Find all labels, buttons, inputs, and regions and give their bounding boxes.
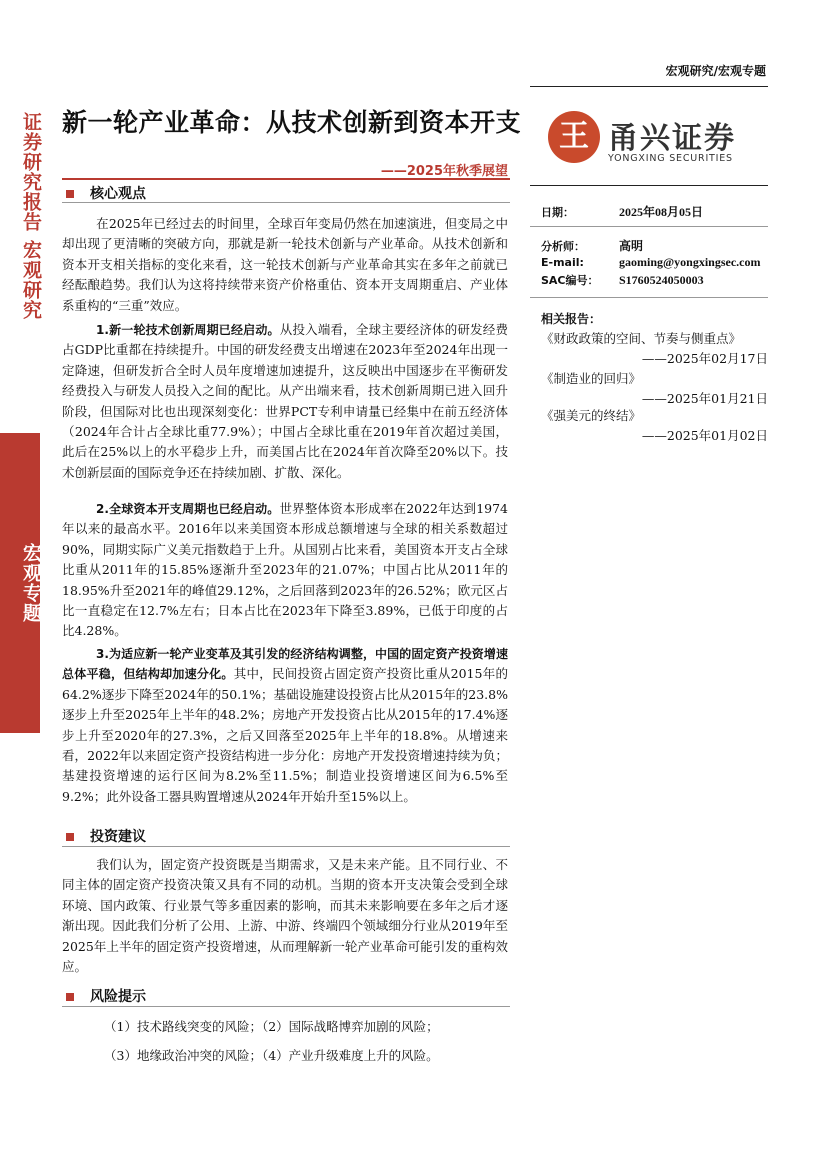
related-report-date: ——2025年01月02日 [641, 428, 768, 443]
report-category: 宏观研究/宏观专题 [665, 64, 766, 78]
logo-divider [530, 185, 768, 186]
core-point-3-text: 其中，民间投资占固定资产投资比重从2015年的64.2%逐步下降至2024年的50.1%；基础设施建设投资占比从2015年的23.8%逐步上升至2025年上半年的48.2%；房地产开发投资占比从2015年的17.4%逐步上升至2020年的27.3%，之后又回落至2025年上半年的18.8%。从增速来看，2022年以来固定资产投资结构进一步分化：房地产开发投资增速持续为负；基建投资增速的运行区间为8.2%至11.5%；制造业投资增速区间为6.5%至9.2%；此外设备工器具购置增速从2024年开始升至15%以上。 [62, 666, 508, 804]
core-point-3-lead: 3.为适应新一轮产业变革及其引发的经济结构调整，中国的固定资产投资增速总体平稳，但结构却加速分化。 [62, 647, 508, 682]
related-report-title[interactable]: 《强美元的终结》 [541, 408, 642, 423]
section-divider [62, 202, 510, 203]
core-intro-text: 在2025年已经过去的时间里，全球百年变局仍然在加速演进，但变局之中却出现了更清晰的突破方向，那就是新一轮技术创新与产业革命。从技术创新和资本开支相关指标的变化来看，这一轮技术创新与产业革命其实在多年之前就已经酝酿趋势。我们认为这将持续带来资产价格重估、资本开支周期重启、产业体系重构的“三重”效应。 [62, 216, 508, 313]
page-title: 新一轮产业革命：从技术创新到资本开支 [62, 108, 522, 137]
email-value[interactable]: gaoming@yongxingsec.com [619, 255, 761, 269]
header-divider [530, 86, 768, 87]
email-row [541, 255, 761, 270]
core-point-2-lead: 2.全球资本开支周期也已经启动。 [96, 502, 280, 516]
related-report-title[interactable]: 《财政政策的空间、节奏与侧重点》 [541, 331, 742, 346]
analyst-value: 高明 [619, 239, 644, 253]
invest-text: 我们认为，固定资产投资既是当期需求，又是未来产能。且不同行业、不同主体的固定资产投资决策又具有不同的动机。当期的资本开支决策会受到全球环境、国内政策、行业景气等多重因素的影响，而其未来影响要在多年之后才逐渐出现。因此我们分析了公用、上游、中游、终端四个领域细分行业从2019年至2025年上半年的固定资产投资增速，从而理解新一轮产业革命可能引发的重构效应。 [62, 857, 508, 975]
section-heading-invest [66, 826, 146, 846]
date-label: 日期： [541, 206, 574, 219]
core-point-2 [62, 499, 508, 642]
sac-row [541, 272, 704, 288]
section-heading-risk [66, 986, 146, 1006]
title-divider [62, 178, 510, 180]
related-report-date: ——2025年01月21日 [641, 391, 768, 406]
core-intro-paragraph [62, 214, 508, 316]
company-logo [548, 109, 758, 173]
related-reports-title: 相关报告： [541, 312, 602, 326]
core-point-1 [62, 320, 508, 483]
date-row [541, 203, 703, 220]
risk-line-2: （3）地缘政治冲突的风险；（4）产业升级难度上升的风险。 [104, 1048, 439, 1063]
logo-mark-icon [548, 111, 600, 163]
bullet-square-icon [66, 190, 74, 198]
bullet-square-icon [66, 993, 74, 1001]
section-heading-text: 投资建议 [90, 829, 146, 845]
logo-glyph: 王 [559, 119, 589, 154]
related-report-title[interactable]: 《制造业的回归》 [541, 371, 642, 386]
related-report-date: ——2025年02月17日 [641, 351, 768, 366]
invest-paragraph [62, 855, 508, 977]
info-divider-2 [530, 297, 768, 298]
email-label: E-mail: [541, 256, 584, 269]
sidebar-topic: 宏观专题 [20, 543, 42, 623]
section-heading-text: 风险提示 [90, 989, 146, 1005]
risk-line-1: （1）技术路线突变的风险；（2）国际战略博弈加剧的风险； [104, 1019, 439, 1034]
core-point-1-text: 从投入端看，全球主要经济体的研发经费占GDP比重都在持续提升。中国的研发经费支出增速在2023年至2024年出现一定降速，但研发折合全时人员年度增速加速提升，这反映出中国逐步在平衡研发经费投入与研发人员投入之间的配比。从产出端来看，技术创新周期已进入回升阶段，但国际对比也出现深刻变化：世界PCT专利申请量已经集中在前五经济体（2024年合计占全球比重77.9%）；中国占全球比重在2019年首次超过美国，此后在25%以上的水平稳步上升，而美国占比在2024年首次降至20%以下。技术创新层面的国际竞争还在持续加剧、扩散、深化。 [62, 322, 508, 480]
core-point-1-lead: 1.新一轮技术创新周期已经启动。 [96, 323, 280, 337]
analyst-label: 分析师： [541, 240, 585, 253]
info-divider [530, 226, 768, 227]
analyst-row [541, 237, 643, 254]
sac-label: SAC编号： [541, 274, 599, 287]
section-divider [62, 846, 510, 847]
logo-name-en: YONGXING SECURITIES [608, 153, 733, 164]
section-heading-core [66, 183, 146, 203]
sac-value: S1760524050003 [619, 273, 704, 287]
bullet-square-icon [66, 833, 74, 841]
date-value: 2025年08月05日 [619, 205, 704, 219]
page-subtitle: ——2025年秋季展望 [380, 164, 508, 179]
sidebar-report-type: 证券研究报告 宏观研究 [20, 112, 42, 320]
logo-name-cn: 甬兴证券 [608, 121, 736, 156]
core-point-3 [62, 644, 508, 807]
section-divider [62, 1006, 510, 1007]
core-point-2-text: 世界整体资本形成率在2022年达到1974年以来的最高水平。2016年以来美国资本形成总额增速与全球的相关系数超过90%，同期实际广义美元指数趋于上升。从国别占比来看，美国资本开支占全球比重从2011年的15.85%逐渐升至2023年的21.07%；中国占比从2011年的18.95%升至2021年的峰值29.12%，之后回落到2023年的26.52%；欧元区占比一直稳定在12.7%左右；日本占比在2023年下降至3.89%，已低于印度的占比4.28%。 [62, 501, 508, 639]
section-heading-text: 核心观点 [90, 186, 146, 202]
